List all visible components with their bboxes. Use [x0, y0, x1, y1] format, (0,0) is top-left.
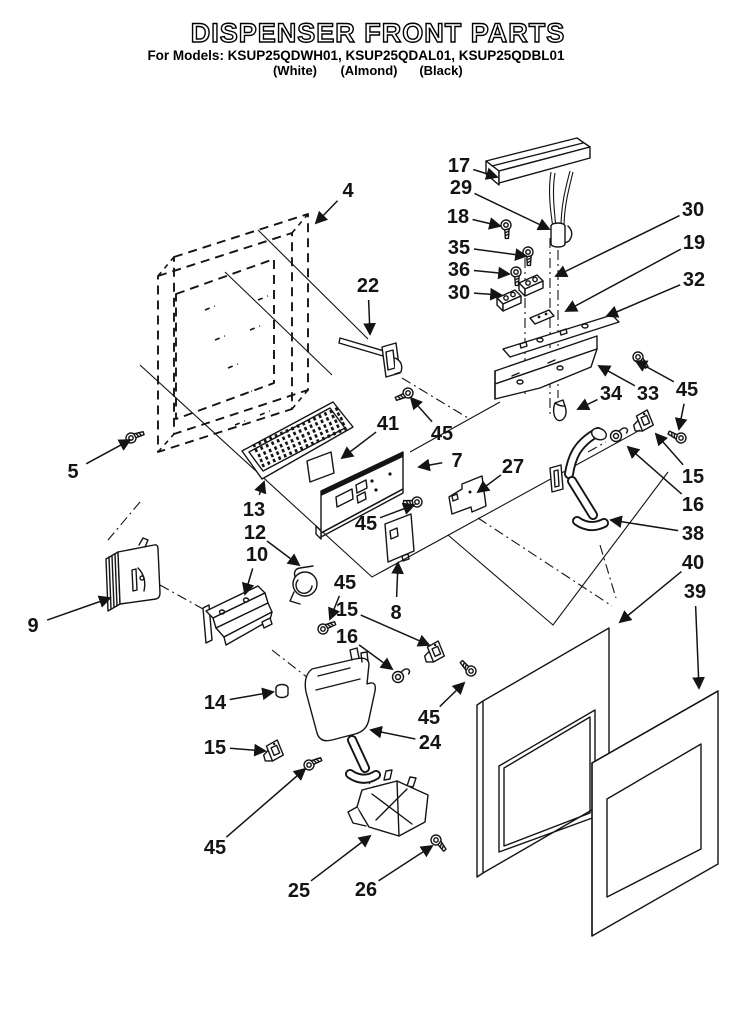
leader-line-45 — [411, 398, 432, 422]
callout-26: 26 — [354, 879, 378, 901]
callout-40: 40 — [681, 552, 705, 574]
leader-line-45 — [679, 404, 684, 429]
callout-9: 9 — [27, 615, 39, 637]
callout-30: 30 — [447, 282, 471, 304]
part-29-wire-sensor — [550, 171, 573, 247]
part-10-bracket — [203, 586, 272, 645]
callout-13: 13 — [242, 499, 266, 521]
leader-line-36 — [474, 270, 509, 274]
callout-41: 41 — [376, 413, 400, 435]
part-30-switch — [497, 290, 521, 311]
part-9-dispenser-housing — [106, 538, 160, 611]
leader-line-8 — [397, 563, 398, 597]
leader-line-15 — [230, 748, 265, 751]
leader-line-45 — [636, 361, 674, 382]
part-13-dispenser-grille — [242, 402, 353, 479]
callout-8: 8 — [390, 602, 402, 624]
part-41-sticker — [307, 452, 334, 482]
part-30-switch — [519, 275, 543, 296]
leader-line-22 — [369, 300, 370, 334]
callout-5: 5 — [67, 461, 79, 483]
part-22-lever-rod — [339, 338, 402, 377]
callout-16: 16 — [335, 626, 359, 648]
leader-line-41 — [342, 432, 376, 458]
leader-line-26 — [379, 846, 432, 881]
part-16-ring — [393, 669, 410, 683]
leader-line-14 — [230, 692, 273, 699]
part-4-recess-frame — [158, 214, 308, 452]
callout-29: 29 — [449, 177, 473, 199]
callout-45: 45 — [430, 423, 454, 445]
part-16-ring — [611, 428, 628, 442]
leader-line-4 — [316, 201, 338, 223]
leader-line-30 — [556, 216, 680, 276]
finish-label-black: (Black) — [419, 63, 463, 78]
part-26-screw — [429, 833, 450, 852]
leader-line-35 — [474, 249, 526, 256]
callout-16: 16 — [681, 494, 705, 516]
callout-45: 45 — [333, 572, 357, 594]
callout-10: 10 — [245, 544, 269, 566]
leader-line-18 — [473, 219, 500, 226]
callout-38: 38 — [681, 523, 705, 545]
callout-30: 30 — [681, 199, 705, 221]
callout-15: 15 — [335, 599, 359, 621]
finish-label-almond: (Almond) — [340, 63, 398, 78]
callout-45: 45 — [675, 379, 699, 401]
part-14-grommet — [276, 685, 288, 698]
callout-27: 27 — [501, 456, 525, 478]
leader-line-39 — [696, 606, 699, 688]
part-38-actuator-arm — [550, 426, 608, 526]
leader-line-7 — [419, 463, 442, 467]
callout-15: 15 — [203, 737, 227, 759]
callout-45: 45 — [417, 707, 441, 729]
callout-45: 45 — [354, 513, 378, 535]
leader-line-19 — [566, 249, 681, 311]
callout-45: 45 — [203, 837, 227, 859]
callout-24: 24 — [418, 732, 442, 754]
leader-line-38 — [611, 520, 678, 531]
finish-label-white: (White) — [272, 63, 318, 78]
leader-line-9 — [47, 598, 110, 620]
callout-22: 22 — [356, 275, 380, 297]
callout-19: 19 — [682, 232, 706, 254]
leader-line-12 — [267, 541, 299, 565]
leader-line-5 — [86, 440, 130, 464]
part-17-trim-bar — [486, 138, 590, 185]
callout-34: 34 — [599, 383, 623, 405]
callout-18: 18 — [446, 206, 470, 228]
callout-36: 36 — [447, 259, 471, 281]
models-subtitle: For Models: KSUP25QDWH01, KSUP25QDAL01, KSUP25QDBL01 — [147, 48, 565, 63]
leader-line-45 — [226, 769, 305, 837]
leader-line-13 — [259, 482, 264, 495]
callout-17: 17 — [447, 155, 471, 177]
callout-32: 32 — [682, 269, 706, 291]
callout-39: 39 — [683, 581, 707, 603]
callout-14: 14 — [203, 692, 227, 714]
part-40-inner-door-frame — [477, 628, 609, 877]
callout-15: 15 — [681, 466, 705, 488]
callout-4: 4 — [342, 180, 354, 202]
leader-line-40 — [620, 572, 681, 622]
leader-line-24 — [371, 730, 415, 739]
page-title: DISPENSER FRONT PARTS — [190, 18, 566, 48]
callout-12: 12 — [243, 522, 267, 544]
part-12-clip — [290, 566, 317, 604]
callout-7: 7 — [451, 450, 463, 472]
leader-line-32 — [607, 285, 680, 316]
part-18-screw — [500, 219, 515, 240]
leader-line-25 — [311, 836, 370, 881]
leader-line-34 — [578, 400, 598, 409]
part-39-front-door-panel — [592, 691, 718, 936]
part-34-nozzle — [554, 400, 566, 421]
callout-35: 35 — [447, 237, 471, 259]
leader-line-29 — [475, 193, 549, 229]
leader-line-45 — [440, 683, 464, 707]
part-15-clip — [631, 410, 654, 433]
callout-33: 33 — [636, 383, 660, 405]
part-27-plate — [449, 476, 486, 514]
callout-25: 25 — [287, 880, 311, 902]
leader-line-30 — [474, 293, 501, 295]
part-8-plate — [385, 514, 414, 562]
